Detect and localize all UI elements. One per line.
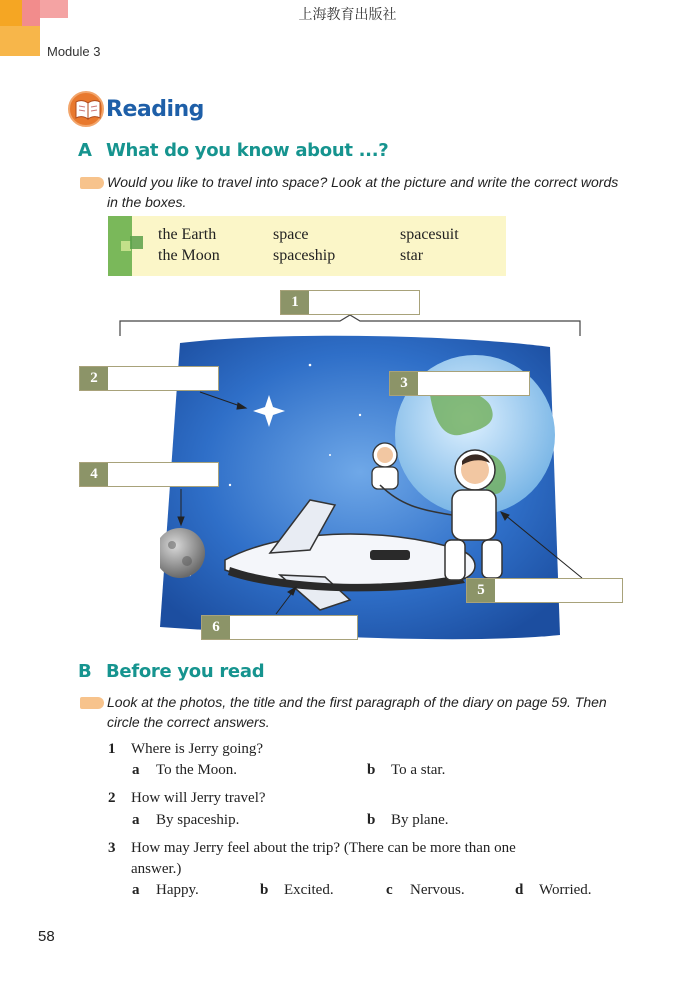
answer-box-2[interactable] xyxy=(79,366,219,391)
option-letter[interactable]: b xyxy=(367,762,376,778)
word-star: star xyxy=(400,247,424,264)
option-text[interactable]: By plane. xyxy=(391,812,449,828)
word-the-moon: the Moon xyxy=(158,247,220,264)
section-a-letter: A xyxy=(78,140,92,161)
option-letter[interactable]: b xyxy=(367,812,376,828)
instruction-marker xyxy=(80,697,104,709)
section-b-heading xyxy=(78,661,264,682)
option-text[interactable]: To a star. xyxy=(391,762,446,778)
question-text: answer.) xyxy=(131,861,182,877)
option-letter[interactable]: a xyxy=(132,762,140,778)
option-letter[interactable]: b xyxy=(260,882,269,898)
answer-box-6[interactable] xyxy=(201,615,358,640)
label-number: 5 xyxy=(467,579,495,602)
question-text: Where is Jerry going? xyxy=(131,741,264,757)
answer-box-4[interactable] xyxy=(79,462,219,487)
question-number: 3 xyxy=(108,840,116,856)
label-number: 3 xyxy=(390,372,418,395)
page-number: 58 xyxy=(38,928,55,945)
option-text[interactable]: To the Moon. xyxy=(156,762,238,778)
answer-box-3[interactable] xyxy=(389,371,530,396)
option-letter[interactable]: c xyxy=(386,882,393,898)
word-space: space xyxy=(273,226,309,243)
answer-box-5[interactable] xyxy=(466,578,623,603)
label-number: 1 xyxy=(281,291,309,314)
instruction-line: Look at the photos, the title and the first paragraph of the diary on page 59. Then xyxy=(107,694,607,710)
section-b-title: Before you read xyxy=(106,661,265,682)
option-text[interactable]: Excited. xyxy=(284,882,334,898)
label-number: 4 xyxy=(80,463,108,486)
word-the-earth: the Earth xyxy=(158,226,217,243)
option-text[interactable]: Happy. xyxy=(156,882,199,898)
word-spacesuit: spacesuit xyxy=(400,226,459,243)
label-number: 2 xyxy=(80,367,108,390)
option-letter[interactable]: d xyxy=(515,882,524,898)
option-text[interactable]: Worried. xyxy=(539,882,592,898)
instruction-line: in the boxes. xyxy=(107,194,187,210)
section-a-title: What do you know about ...? xyxy=(106,140,389,161)
section-b-instruction xyxy=(107,692,647,732)
publisher-header: 上海教育出版社 xyxy=(298,7,397,23)
answer-box-1[interactable] xyxy=(280,290,420,315)
option-letter[interactable]: a xyxy=(132,882,140,898)
word-spaceship: spaceship xyxy=(273,247,336,264)
module-label: Module 3 xyxy=(47,44,101,59)
option-text[interactable]: By spaceship. xyxy=(156,812,240,828)
question-number: 1 xyxy=(108,741,116,757)
option-text[interactable]: Nervous. xyxy=(410,882,465,898)
question-text: How may Jerry feel about the trip? (There can be more than one xyxy=(131,840,516,856)
reading-title: Reading xyxy=(106,97,204,122)
section-b-letter: B xyxy=(78,661,92,682)
instruction-line: Would you like to travel into space? Look at the picture and write the correct words xyxy=(107,174,619,190)
question-text: How will Jerry travel? xyxy=(131,790,266,806)
instruction-line: circle the correct answers. xyxy=(107,714,270,730)
option-letter[interactable]: a xyxy=(132,812,140,828)
question-number: 2 xyxy=(108,790,116,806)
label-number: 6 xyxy=(202,616,230,639)
